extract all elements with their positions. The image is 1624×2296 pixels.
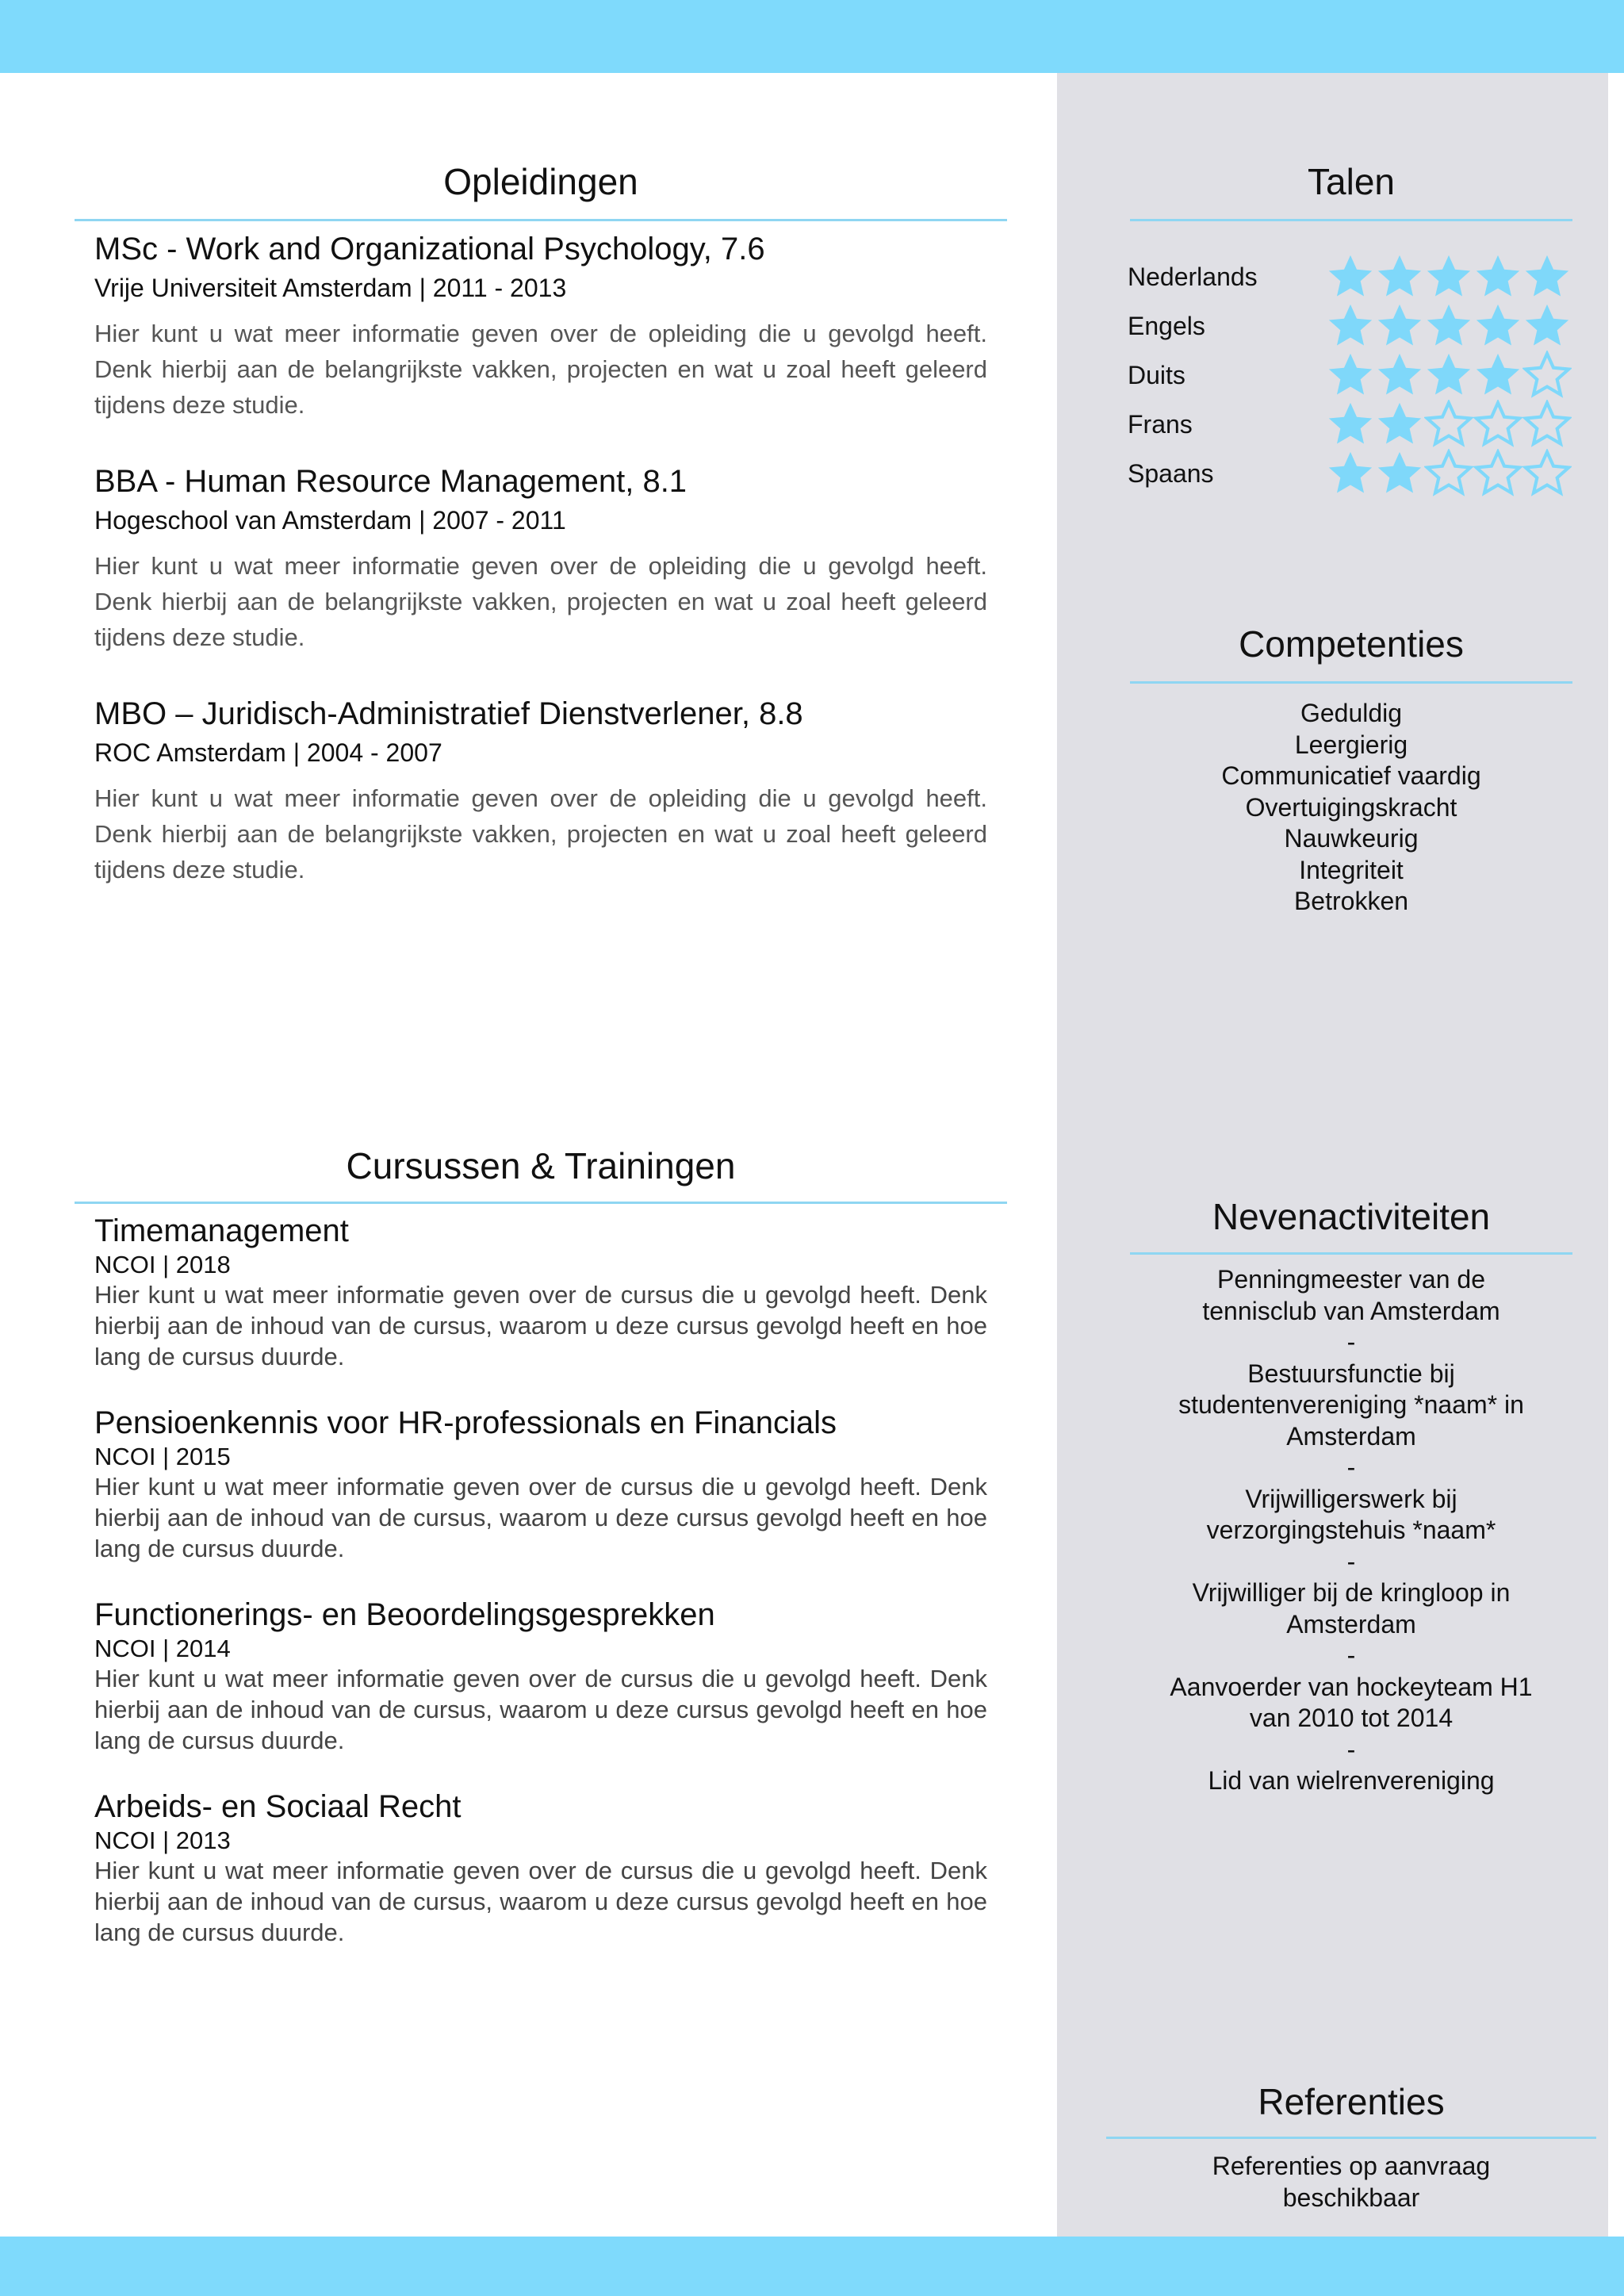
competencies-heading: Competenties	[1239, 623, 1464, 665]
references-line: beschikbaar	[1282, 2183, 1420, 2212]
courses-heading: Cursussen & Trainingen	[346, 1145, 736, 1186]
star-filled-icon	[1375, 252, 1424, 301]
star-filled-icon	[1522, 252, 1572, 301]
course-item	[94, 1597, 987, 1756]
education-item-institution: ROC Amsterdam | 2004 - 2007	[94, 738, 442, 767]
side-activity-line: -	[1346, 1453, 1356, 1481]
side-activity-line: studentenvereniging *naam* in	[1178, 1390, 1524, 1419]
side-activity-line: Amsterdam	[1286, 1421, 1416, 1451]
competency-item: Leergierig	[1294, 730, 1408, 759]
language-rating	[1326, 252, 1572, 301]
language-row	[1128, 301, 1572, 351]
course-item-provider: NCOI | 2014	[94, 1635, 231, 1662]
star-filled-icon	[1473, 351, 1522, 400]
language-rating	[1326, 449, 1572, 498]
courses-rule	[75, 1202, 1007, 1204]
star-filled-icon	[1375, 449, 1424, 498]
star-filled-icon	[1473, 301, 1522, 351]
bottom-accent-bar	[0, 2237, 1624, 2296]
star-filled-icon	[1326, 351, 1375, 400]
star-filled-icon	[1326, 301, 1375, 351]
course-item-description: Hier kunt u wat meer informatie geven over de cursus die u gevolgd heeft. Denk hierbij aan de inhoud van de cursus, waarom u deze cursus gevolgd heeft en hoe lang de cursus duurde.	[94, 1281, 987, 1370]
course-item-title: Functionerings- en Beoordelingsgesprekken	[94, 1597, 715, 1632]
side-activities-heading: Nevenactiviteiten	[1212, 1196, 1491, 1237]
competency-item: Nauwkeurig	[1284, 824, 1419, 853]
language-row	[1128, 449, 1572, 498]
star-filled-icon	[1326, 400, 1375, 449]
competencies-list	[1130, 698, 1572, 918]
star-filled-icon	[1424, 301, 1473, 351]
star-filled-icon	[1424, 351, 1473, 400]
star-filled-icon	[1326, 449, 1375, 498]
courses-list	[94, 1213, 987, 1981]
course-item-title: Pensioenkennis voor HR-professionals en Financials	[94, 1405, 837, 1440]
references-rule	[1106, 2137, 1596, 2139]
education-item-title: MBO – Juridisch-Administratief Dienstverlener, 8.8	[94, 696, 803, 731]
language-name: Spaans	[1128, 458, 1214, 488]
side-activity-line: tennisclub van Amsterdam	[1202, 1296, 1500, 1325]
side-activity-line: verzorgingstehuis *naam*	[1206, 1516, 1496, 1544]
language-name: Frans	[1128, 409, 1193, 439]
language-rating	[1326, 351, 1572, 400]
star-filled-icon	[1424, 252, 1473, 301]
education-item-description: Hier kunt u wat meer informatie geven over de opleiding die u gevolgd heeft. Denk hierbij aan de belangrijkste vakken, projecten en wat u zoal heeft geleerd tijdens deze studie.	[94, 320, 987, 419]
language-name: Engels	[1128, 311, 1205, 340]
references-list	[1106, 2151, 1596, 2214]
competencies-rule	[1130, 681, 1572, 684]
star-empty-icon	[1424, 449, 1473, 498]
competency-item: Overtuigingskracht	[1245, 792, 1457, 822]
side-activity-line: Lid van wielrenvereniging	[1208, 1766, 1495, 1795]
top-accent-bar	[0, 0, 1624, 73]
side-activity-line: Vrijwilliger bij de kringloop in	[1192, 1578, 1511, 1607]
course-item	[94, 1213, 987, 1372]
education-rule	[75, 219, 1007, 221]
side-activities-rule	[1130, 1252, 1572, 1255]
course-item-title: Arbeids- en Sociaal Recht	[94, 1789, 462, 1824]
side-activity-line: -	[1346, 1547, 1356, 1576]
side-activity-line: -	[1346, 1641, 1356, 1669]
star-empty-icon	[1522, 449, 1572, 498]
language-rating	[1326, 400, 1572, 449]
education-item-description: Hier kunt u wat meer informatie geven over de opleiding die u gevolgd heeft. Denk hierbij aan de belangrijkste vakken, projecten en wat u zoal heeft geleerd tijdens deze studie.	[94, 552, 987, 651]
star-empty-icon	[1473, 449, 1522, 498]
competency-item: Geduldig	[1300, 699, 1403, 727]
course-item	[94, 1405, 987, 1564]
sidebar-edge	[1608, 73, 1624, 2237]
education-item-institution: Hogeschool van Amsterdam | 2007 - 2011	[94, 506, 566, 535]
course-item-provider: NCOI | 2018	[94, 1251, 231, 1278]
star-filled-icon	[1473, 252, 1522, 301]
course-item-provider: NCOI | 2015	[94, 1443, 231, 1470]
education-list	[94, 232, 987, 929]
education-item	[94, 464, 987, 655]
side-activity-line: Bestuursfunctie bij	[1247, 1359, 1455, 1388]
languages-heading: Talen	[1308, 161, 1395, 202]
side-activity-line: Vrijwilligerswerk bij	[1245, 1484, 1457, 1513]
language-name: Nederlands	[1128, 262, 1258, 291]
language-row	[1128, 252, 1572, 301]
side-activity-line: van 2010 tot 2014	[1249, 1704, 1454, 1732]
side-activity-line: -	[1346, 1328, 1356, 1356]
competency-item: Communicatief vaardig	[1221, 761, 1481, 790]
language-name: Duits	[1128, 360, 1185, 389]
star-empty-icon	[1424, 400, 1473, 449]
course-item	[94, 1789, 987, 1948]
star-filled-icon	[1375, 351, 1424, 400]
education-heading: Opleidingen	[443, 161, 638, 202]
education-item-description: Hier kunt u wat meer informatie geven over de opleiding die u gevolgd heeft. Denk hierbij aan de belangrijkste vakken, projecten en wat u zoal heeft geleerd tijdens deze studie.	[94, 784, 987, 884]
language-row	[1128, 351, 1572, 400]
star-empty-icon	[1522, 400, 1572, 449]
side-activity-line: Amsterdam	[1286, 1609, 1416, 1639]
course-item-provider: NCOI | 2013	[94, 1826, 231, 1854]
competency-item: Integriteit	[1299, 855, 1404, 884]
languages-list	[1128, 252, 1572, 498]
competency-item: Betrokken	[1293, 887, 1409, 915]
references-line: Referenties op aanvraag	[1212, 2152, 1491, 2180]
education-item-institution: Vrije Universiteit Amsterdam | 2011 - 2013	[94, 274, 567, 302]
star-empty-icon	[1522, 351, 1572, 400]
side-activity-line: -	[1346, 1734, 1356, 1764]
languages-rule	[1130, 219, 1572, 221]
education-item-title: MSc - Work and Organizational Psychology, 7.6	[94, 232, 765, 266]
side-activities-list	[1130, 1264, 1572, 1797]
course-item-description: Hier kunt u wat meer informatie geven over de cursus die u gevolgd heeft. Denk hierbij aan de inhoud van de cursus, waarom u deze cursus gevolgd heeft en hoe lang de cursus duurde.	[94, 1473, 987, 1562]
side-activity-line: Aanvoerder van hockeyteam H1	[1170, 1672, 1533, 1701]
star-filled-icon	[1522, 301, 1572, 351]
star-filled-icon	[1326, 252, 1375, 301]
education-item-title: BBA - Human Resource Management, 8.1	[94, 464, 688, 499]
side-activity-line: Penningmeester van de	[1217, 1265, 1485, 1294]
references-heading: Referenties	[1258, 2081, 1445, 2122]
course-item-description: Hier kunt u wat meer informatie geven over de cursus die u gevolgd heeft. Denk hierbij aan de inhoud van de cursus, waarom u deze cursus gevolgd heeft en hoe lang de cursus duurde.	[94, 1665, 987, 1754]
language-rating	[1326, 301, 1572, 351]
education-item	[94, 232, 987, 423]
star-filled-icon	[1375, 400, 1424, 449]
course-item-description: Hier kunt u wat meer informatie geven over de cursus die u gevolgd heeft. Denk hierbij aan de inhoud van de cursus, waarom u deze cursus gevolgd heeft en hoe lang de cursus duurde.	[94, 1857, 987, 1946]
language-row	[1128, 400, 1572, 449]
star-filled-icon	[1375, 301, 1424, 351]
education-item	[94, 696, 987, 887]
course-item-title: Timemanagement	[94, 1213, 349, 1248]
star-empty-icon	[1473, 400, 1522, 449]
